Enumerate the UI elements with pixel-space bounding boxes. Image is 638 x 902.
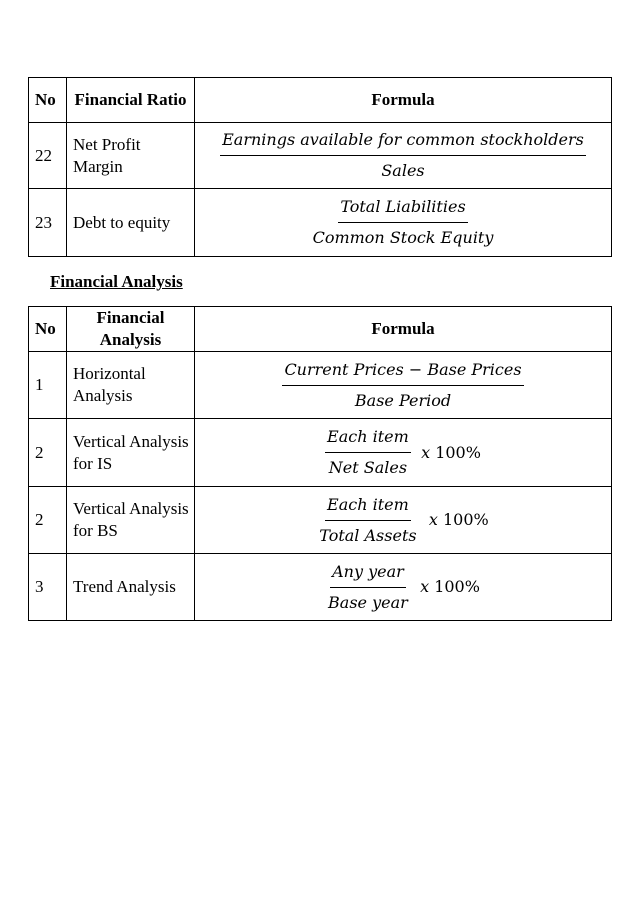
formula-denominator: Base year (328, 592, 408, 612)
formula-numerator: Each item (325, 494, 411, 521)
formula-numerator: Current Prices − Base Prices (282, 359, 523, 386)
table-row (29, 123, 612, 189)
section-heading: Financial Analysis (50, 272, 183, 291)
formula-denominator: Net Sales (328, 458, 408, 477)
multiplier (429, 510, 489, 529)
table-header-row (29, 78, 612, 123)
header-no: No (29, 307, 67, 352)
formula-numerator: Each item (325, 426, 411, 453)
table-row (29, 352, 612, 419)
fraction (220, 129, 586, 182)
fraction (282, 359, 523, 412)
table-row (29, 554, 612, 621)
formula-cell (195, 419, 612, 487)
formula-cell (195, 189, 612, 257)
formula-denominator: Common Stock Equity (312, 228, 494, 247)
analysis-name: Vertical Analysis for IS (67, 419, 195, 487)
row-number: 3 (29, 554, 67, 621)
multiply-symbol: x (428, 510, 438, 529)
multiply-symbol: x (420, 577, 430, 596)
fraction (325, 426, 411, 479)
multiplier (420, 577, 480, 596)
header-formula: Formula (195, 307, 612, 352)
formula-numerator: Any year (330, 561, 406, 588)
fraction (326, 561, 410, 614)
header-financial-analysis: Financial Analysis (67, 307, 195, 352)
analysis-name: Horizontal Analysis (67, 352, 195, 419)
multiplier (421, 443, 481, 462)
ratio-name: Net Profit Margin (67, 123, 195, 189)
financial-ratio-table (28, 77, 612, 257)
row-number: 2 (29, 487, 67, 554)
multiplier-value: 100% (442, 510, 489, 529)
table-row (29, 487, 612, 554)
ratio-name: Debt to equity (67, 189, 195, 257)
row-number: 2 (29, 419, 67, 487)
formula-cell (195, 123, 612, 189)
formula-denominator: Sales (381, 161, 425, 180)
table-row (29, 189, 612, 257)
financial-analysis-table (28, 306, 612, 621)
fraction (311, 196, 496, 249)
formula-denominator: Base Period (354, 390, 452, 410)
fraction (317, 494, 418, 547)
analysis-name: Vertical Analysis for BS (67, 487, 195, 554)
formula-cell (195, 352, 612, 419)
header-financial-ratio: Financial Ratio (67, 78, 195, 123)
header-no: No (29, 78, 67, 123)
multiplier-value: 100% (435, 442, 481, 462)
formula-denominator: Total Assets (319, 525, 417, 545)
table-row (29, 419, 612, 487)
formula-cell (195, 554, 612, 621)
header-formula: Formula (195, 78, 612, 123)
row-number: 22 (29, 123, 67, 189)
formula-numerator: Earnings available for common stockholders (220, 129, 586, 156)
multiply-symbol: x (421, 442, 431, 462)
multiplier-value: 100% (434, 577, 480, 596)
row-number: 1 (29, 352, 67, 419)
formula-numerator: Total Liabilities (338, 196, 467, 223)
formula-cell (195, 487, 612, 554)
table-header-row (29, 307, 612, 352)
row-number: 23 (29, 189, 67, 257)
analysis-name: Trend Analysis (67, 554, 195, 621)
